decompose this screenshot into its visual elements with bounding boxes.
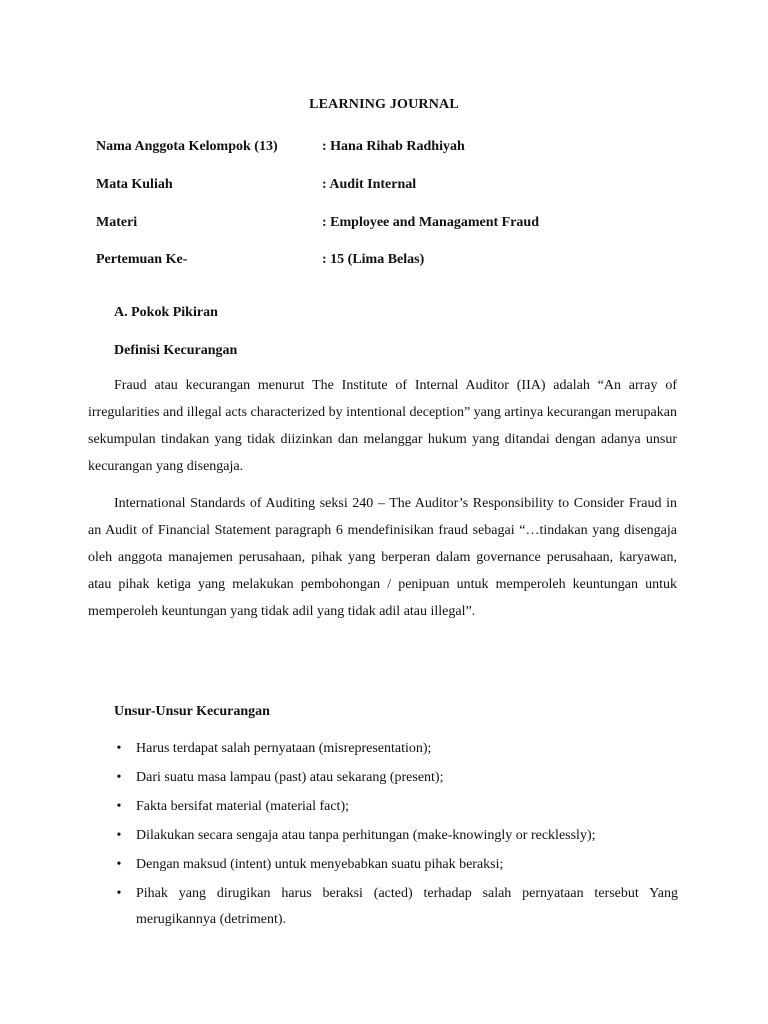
info-label: Materi [96,215,138,230]
list-item [112,736,678,762]
bullet-icon: • [116,886,122,901]
bullet-icon: • [116,799,122,814]
list-item [112,794,678,820]
list-item-text: Fakta bersifat material (material fact); [136,799,350,814]
subheading-definisi-kecurangan: Definisi Kecurangan [114,343,238,358]
info-value: : Audit Internal [322,177,417,192]
list-item-text: Pihak yang dirugikan harus beraksi (acted) terhadap salah pernyataan tersebut Yang merugikannya (detriment). [136,886,678,927]
list-item [112,823,678,849]
bullet-icon: • [116,741,122,756]
bullet-icon: • [116,770,122,785]
list-item-text: Harus terdapat salah pernyataan (misrepresentation); [136,741,432,756]
list-item-text: Dengan maksud (intent) untuk menyebabkan suatu pihak beraksi; [136,857,504,872]
section-heading-pokok-pikiran: A. Pokok Pikiran [114,305,218,320]
info-value: : 15 (Lima Belas) [322,252,425,267]
unsur-bullet-list [112,736,678,936]
info-label: Mata Kuliah [96,177,173,192]
bullet-icon: • [116,828,122,843]
document-title: LEARNING JOURNAL [309,97,459,112]
paragraph-definisi-isa: International Standards of Auditing seksi 240 – The Auditor’s Responsibility to Consider Fraud in an Audit of Financial Statement paragraph 6 mendefinisikan fraud sebagai “…tindakan yang disengaja oleh anggota manajemen perusahaan, pihak yang berperan dalam governance perusahaan, karyawan, atau pihak ketiga yang melakukan pembohongan / penipuan untuk memperoleh keuntungan untuk memperoleh keuntungan yang tidak adil yang tidak adil atau illegal”. [88,496,677,619]
info-label: Nama Anggota Kelompok (13) [96,139,278,154]
list-item [112,765,678,791]
info-label: Pertemuan Ke- [96,252,188,267]
info-value: : Employee and Managament Fraud [322,215,539,230]
list-item [112,881,678,933]
list-item-text: Dari suatu masa lampau (past) atau sekarang (present); [136,770,444,785]
info-value: : Hana Rihab Radhiyah [322,139,465,154]
paragraph-definisi-iia: Fraud atau kecurangan menurut The Institute of Internal Auditor (IIA) adalah “An array of irregularities and illegal acts characterized by intentional deception” yang artinya kecurangan merupakan sekumpulan tindakan yang tidak diizinkan dan melanggar hukum yang ditandai dengan adanya unsur kecurangan yang disengaja. [88,378,677,474]
bullet-icon: • [116,857,122,872]
list-item [112,852,678,878]
subheading-unsur-kecurangan: Unsur-Unsur Kecurangan [114,704,270,719]
list-item-text: Dilakukan secara sengaja atau tanpa perhitungan (make-knowingly or recklessly); [136,828,596,843]
